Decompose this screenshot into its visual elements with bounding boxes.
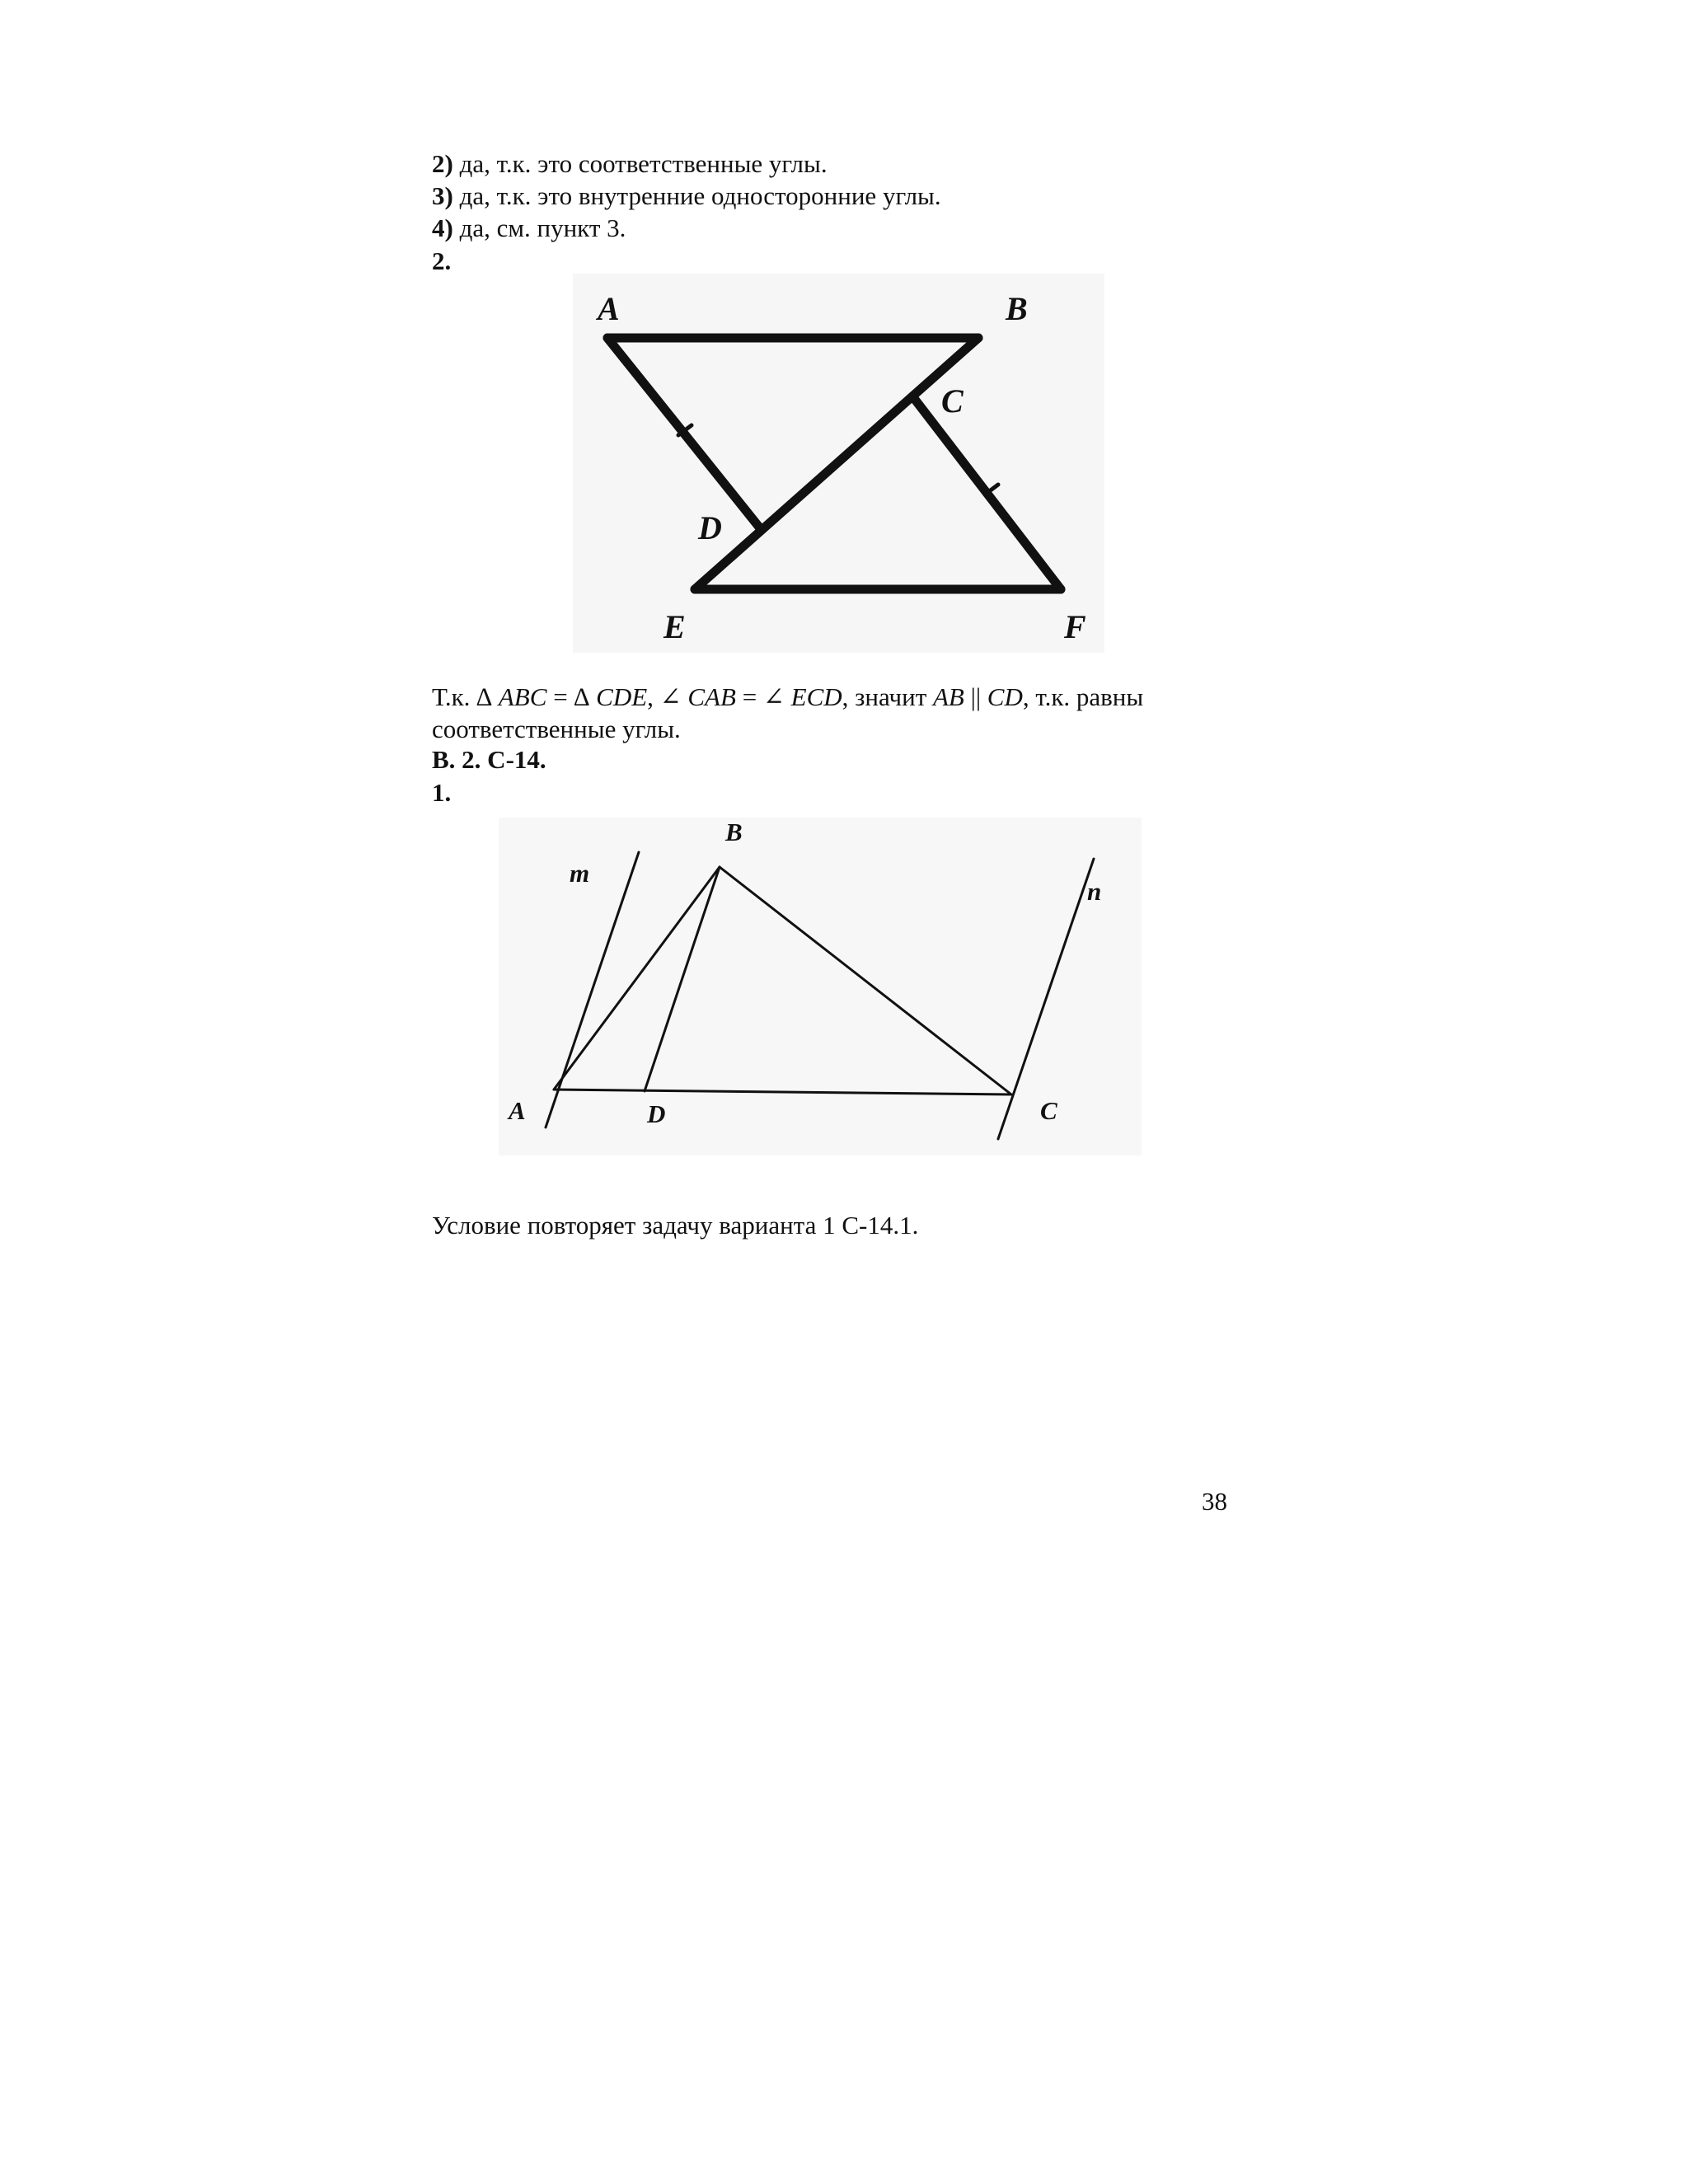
segment-ac (554, 1090, 1011, 1094)
segment-ab (554, 867, 720, 1090)
label-b: B (725, 818, 743, 846)
explanation-line-2: соответственные углы. (432, 715, 681, 743)
label-f: F (1064, 608, 1086, 645)
condition-text: Условие повторяет задачу варианта 1 С-14.1. (432, 1211, 919, 1240)
answer-3 (432, 180, 941, 212)
label-a: A (509, 1096, 526, 1125)
segment-bc (720, 867, 1011, 1094)
section-header: В. 2. С-14. (432, 745, 546, 774)
explanation-line-1 (432, 681, 1236, 713)
label-n: n (1087, 877, 1102, 906)
label-d: D (647, 1099, 666, 1128)
answer-number: 4) (432, 213, 453, 242)
answer-number: 2) (432, 149, 453, 178)
figure-triangle-parallel-lines (499, 818, 1142, 1155)
label-b: B (1006, 290, 1028, 327)
figure-1-svg (573, 274, 1104, 653)
label-c: C (1040, 1096, 1057, 1125)
label-d: D (698, 509, 722, 546)
explanation-paragraph (432, 681, 1236, 745)
answer-4 (432, 213, 626, 244)
label-m: m (570, 859, 590, 888)
label-a: A (598, 290, 620, 327)
answer-text: да, т.к. это соответственные углы. (452, 149, 828, 178)
segment-bd (645, 867, 720, 1091)
answer-number: 3) (432, 181, 453, 210)
answer-text: да, т.к. это внутренние односторонние углы. (452, 181, 941, 210)
page-number: 38 (1202, 1487, 1227, 1516)
label-e: E (663, 608, 686, 645)
explanation-text: Т.к. ∆ ABC = ∆ CDE, ∠ CAB = ∠ ECD, значит AB || CD, т.к. равны (432, 682, 1144, 711)
task-2-label: 2. (432, 246, 452, 275)
segment-be (695, 338, 978, 589)
figure-2-svg (499, 818, 1142, 1155)
line-m (546, 852, 639, 1127)
answer-2 (432, 148, 828, 180)
label-c: C (941, 382, 964, 419)
figure-triangles-abc-cde (573, 274, 1104, 653)
segment-ad (607, 338, 761, 529)
answer-text: да, см. пункт 3. (452, 213, 626, 242)
task-1-label: 1. (432, 778, 452, 807)
